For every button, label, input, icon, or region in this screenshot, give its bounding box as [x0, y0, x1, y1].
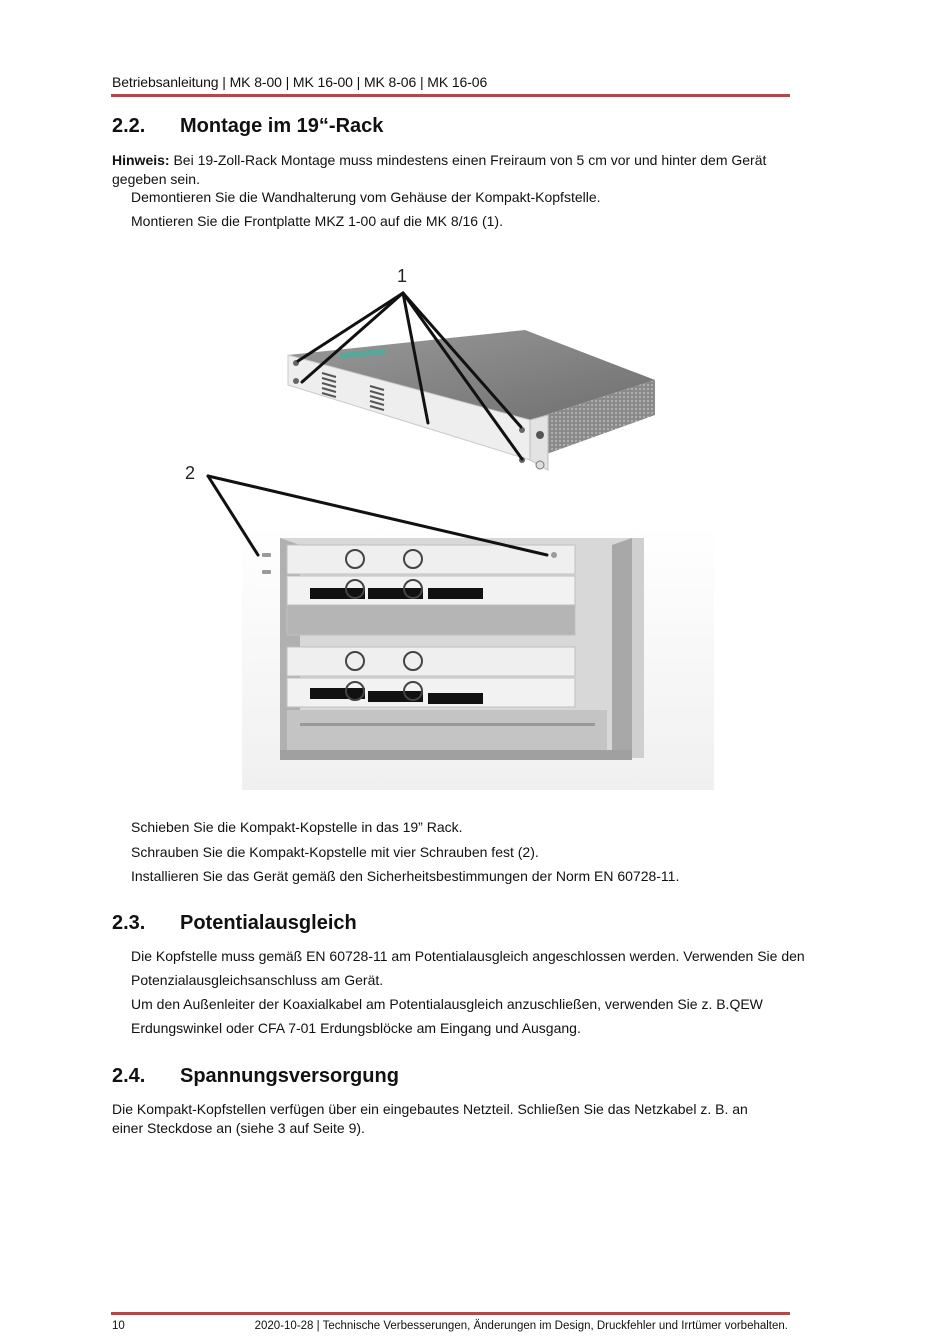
section-title: Potentialausgleich	[180, 912, 357, 934]
section-2-2-heading	[112, 115, 383, 138]
section-title: Spannungsversorgung	[180, 1065, 399, 1087]
section-number: 2.4.	[112, 1065, 146, 1087]
step-text: Montieren Sie die Frontplatte MKZ 1-00 auf die MK 8/16 (1).	[131, 213, 503, 229]
section-number: 2.3.	[112, 912, 146, 934]
running-header: Betriebsanleitung | MK 8-00 | MK 16-00 | MK 8-06 | MK 16-06	[112, 74, 488, 90]
section-2-3-heading	[112, 912, 357, 935]
note-text: Bei 19-Zoll-Rack Montage muss mindestens einen Freiraum von 5 cm vor und hinter dem Gerät gegeben sein.	[112, 152, 767, 187]
section-2-4-heading	[112, 1065, 399, 1088]
step-text: Installieren Sie das Gerät gemäß den Sicherheitsbestimmungen der Norm EN 60728-11.	[131, 868, 680, 884]
paragraph: Die Kompakt-Kopfstellen verfügen über ein eingebautes Netzteil. Schließen Sie das Netzkabel z. B. an einer Steckdose an (siehe 3 auf Seite 9).	[112, 1101, 748, 1136]
rack-19-inch	[242, 525, 714, 790]
paragraph-line: Erdungswinkel oder CFA 7-01 Erdungsblöcke am Eingang und Ausgang.	[131, 1020, 581, 1036]
note-paragraph	[112, 151, 772, 189]
note-label: Hinweis:	[112, 152, 170, 168]
header-rule	[111, 94, 790, 97]
step-text: Schrauben Sie die Kompakt-Kopstelle mit vier Schrauben fest (2).	[131, 844, 539, 860]
paragraph-line: Die Kopfstelle muss gemäß EN 60728-11 am Potentialausgleich angeschlossen werden. Verwenden Sie den	[131, 948, 805, 964]
step-text: Schieben Sie die Kompakt-Kopstelle in das 19” Rack.	[131, 819, 463, 835]
section-number: 2.2.	[112, 115, 146, 137]
callout-2-label: 2	[184, 463, 196, 483]
page-number: 10	[112, 1320, 125, 1332]
callout-1-label: 1	[396, 266, 408, 286]
footer-note: 2020-10-28 | Technische Verbesserungen, Änderungen im Design, Druckfehler und Irrtümer vorbehalten.	[254, 1320, 788, 1332]
step-text: Demontieren Sie die Wandhalterung vom Gehäuse der Kompakt-Kopfstelle.	[131, 189, 601, 205]
section-title: Montage im 19“-Rack	[180, 115, 384, 137]
rack-mounting-figure	[150, 255, 750, 800]
paragraph-line: Um den Außenleiter der Koaxialkabel am Potentialausgleich anzuschließen, verwenden Sie z. B.QEW	[131, 996, 763, 1012]
footer-rule	[111, 1312, 790, 1315]
paragraph-line: Potenzialausgleichsanschluss am Gerät.	[131, 972, 384, 988]
compact-headend-device	[288, 330, 655, 470]
